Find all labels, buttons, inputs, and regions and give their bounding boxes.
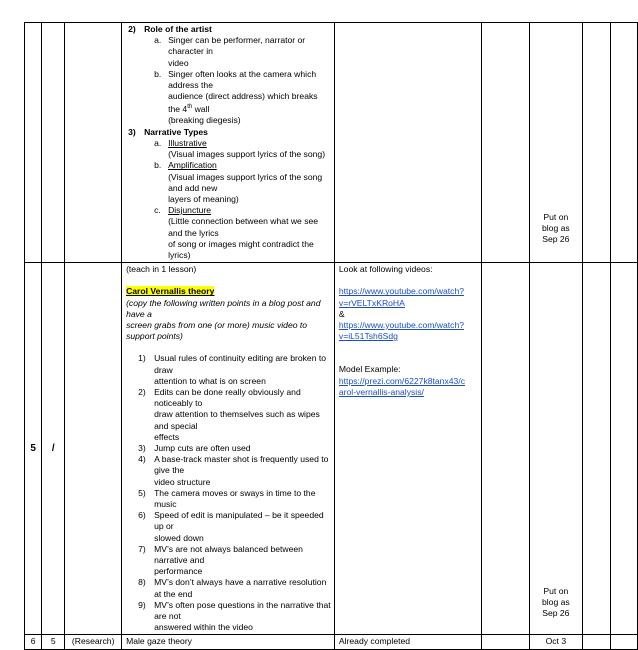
sections-list [126, 24, 331, 261]
point-line: Usual rules of continuity editing are broken to draw [154, 353, 327, 375]
week-number: 5 [30, 443, 36, 455]
put-on-line: blog as [541, 597, 570, 608]
empty-cell [582, 23, 610, 263]
deadline-cell [529, 23, 582, 263]
point-number: 1) [138, 353, 146, 364]
deadline-cell [529, 263, 582, 635]
item-line: (Visual images support lyrics of the song and add new [168, 171, 323, 193]
point-line: The camera moves or sways in time to the music [154, 487, 316, 509]
video-link-1[interactable]: https://www.youtube.com/watch? v=rVELTxKRoHA [338, 286, 465, 308]
point-body [154, 443, 331, 454]
item-line: Singer often looks at the camera which address the [168, 68, 317, 91]
session-cell [42, 23, 65, 263]
item-name: Illustrative [168, 137, 207, 148]
point-number: 2) [138, 386, 146, 397]
point-line: performance [154, 566, 203, 577]
item-letter: b. [154, 160, 162, 171]
week-cell [25, 23, 42, 263]
resources-cell [334, 23, 481, 263]
point-number: 8) [138, 577, 146, 588]
item-name: Disjuncture [168, 205, 212, 216]
list-item [126, 69, 331, 127]
topic-cell: Male gaze theory [122, 635, 335, 649]
item-name: Amplification [168, 160, 217, 171]
empty-cell [611, 263, 638, 635]
point-line: answered within the video [154, 622, 253, 633]
item-letter: a. [154, 35, 162, 46]
item-line: of song or images might contradict the lyrics) [168, 238, 314, 260]
resources-cell: Already completed [334, 635, 481, 649]
point-line: draw attention to themselves such as wipes and special [154, 409, 320, 431]
empty-cell [481, 263, 529, 635]
item-letter: b. [154, 68, 162, 79]
section-number: 2) [128, 24, 136, 34]
schedule-table [24, 22, 638, 650]
item-line: (Visual images support lyrics of the song) [168, 149, 326, 160]
list-item [126, 510, 331, 544]
item-body [168, 35, 331, 69]
point-number: 6) [138, 510, 146, 521]
deadline-cell: Oct 3 [529, 635, 582, 649]
item-body [168, 160, 331, 205]
point-line: MV’s are not always balanced between narrative and [154, 543, 303, 565]
put-on-line: blog as [541, 222, 570, 233]
content-cell [122, 23, 335, 263]
item-body [168, 69, 331, 127]
type-cell: (Research) [65, 635, 122, 649]
point-line: MV’s often pose questions in the narrative that are not [154, 599, 331, 622]
video-link-2[interactable]: https://www.youtube.com/watch? v=iL51Tsh6Sdg [338, 319, 465, 342]
point-body [154, 544, 331, 578]
empty-cell [481, 23, 529, 263]
section-heading [126, 24, 331, 35]
session-cell [42, 263, 65, 635]
session-cell: 5 [42, 635, 65, 649]
list-item [126, 35, 331, 69]
list-item [126, 160, 331, 205]
point-number: 3) [138, 442, 146, 453]
point-body [154, 488, 331, 510]
item-line: (breaking diegesis) [168, 115, 241, 126]
put-on-blog-note [533, 212, 579, 262]
model-example-link[interactable]: https://prezi.com/6227k8tanx43/c arol-vernallis-analysis/ [338, 375, 466, 397]
empty-cell [611, 23, 638, 263]
point-line: Edits can be done really obviously and noticeably to [154, 386, 301, 409]
point-line: Speed of edit is manipulated – be it speeded up or [154, 510, 324, 532]
put-on-line: Sep 26 [542, 608, 570, 619]
item-line: audience (direct address) which breaks the 4th wall [168, 91, 318, 115]
type-cell [65, 263, 122, 635]
table-row [25, 263, 638, 635]
list-item [126, 443, 331, 454]
item-line: Singer can be performer, narrator or character in [168, 35, 306, 57]
section-number: 3) [128, 126, 136, 137]
session-number: / [51, 443, 55, 455]
list-item [126, 353, 331, 387]
week-cell: 6 [25, 635, 42, 649]
table-row [25, 23, 638, 263]
content-cell [122, 263, 335, 635]
list-item [126, 138, 331, 160]
section-heading [126, 127, 331, 138]
point-line: MV’s don’t always have a narrative resolution at the end [154, 577, 327, 599]
item-letter: a. [154, 137, 162, 148]
point-number: 7) [138, 543, 146, 554]
item-line: layers of meaning) [168, 193, 239, 204]
resources-cell [334, 263, 481, 635]
teach-note: (teach in 1 lesson) [126, 264, 197, 275]
resources-heading: Look at following videos: [338, 264, 433, 275]
point-body [154, 353, 331, 387]
empty-cell [481, 635, 529, 649]
point-body [154, 387, 331, 443]
point-body [154, 600, 331, 634]
point-line: Jump cuts are often used [154, 442, 251, 453]
section-title: Role of the artist [144, 24, 212, 34]
empty-cell [582, 635, 610, 649]
model-example-label: Model Example: [338, 364, 401, 375]
item-line: (Little connection between what we see and the lyrics [168, 216, 319, 238]
list-item [126, 488, 331, 510]
point-body [154, 454, 331, 488]
table-row [25, 635, 638, 649]
theory-title: Carol Vernallis theory [126, 286, 215, 297]
list-item [126, 600, 331, 634]
list-item [126, 577, 331, 599]
point-number: 5) [138, 487, 146, 498]
point-line: slowed down [154, 532, 204, 543]
put-on-line: Put on [543, 211, 569, 222]
point-body [154, 577, 331, 599]
put-on-line: Put on [543, 585, 569, 596]
type-cell [65, 23, 122, 263]
instruction-line: screen grabs from one (or more) music video to support points) [126, 319, 308, 342]
item-body [168, 138, 331, 160]
point-body [154, 510, 331, 544]
instruction-line: (copy the following written points in a blog post and have a [126, 297, 321, 319]
point-number: 9) [138, 599, 146, 610]
empty-cell [582, 263, 610, 635]
item-line: video [168, 57, 189, 68]
point-number: 4) [138, 454, 146, 465]
section-title: Narrative Types [144, 126, 208, 137]
points-list [126, 353, 331, 633]
put-on-blog-note [533, 586, 579, 634]
empty-cell [611, 635, 638, 649]
point-line: video structure [154, 476, 211, 487]
item-letter: c. [154, 205, 161, 216]
point-line: effects [154, 431, 180, 442]
item-body [168, 205, 331, 261]
list-item [126, 454, 331, 488]
point-line: A base-track master shot is frequently used to give the [154, 454, 329, 476]
ampersand: & [338, 308, 345, 319]
list-item [126, 205, 331, 261]
week-cell [25, 263, 42, 635]
list-item [126, 544, 331, 578]
put-on-line: Sep 26 [542, 233, 570, 244]
list-item [126, 387, 331, 443]
point-line: attention to what is on screen [154, 375, 266, 386]
